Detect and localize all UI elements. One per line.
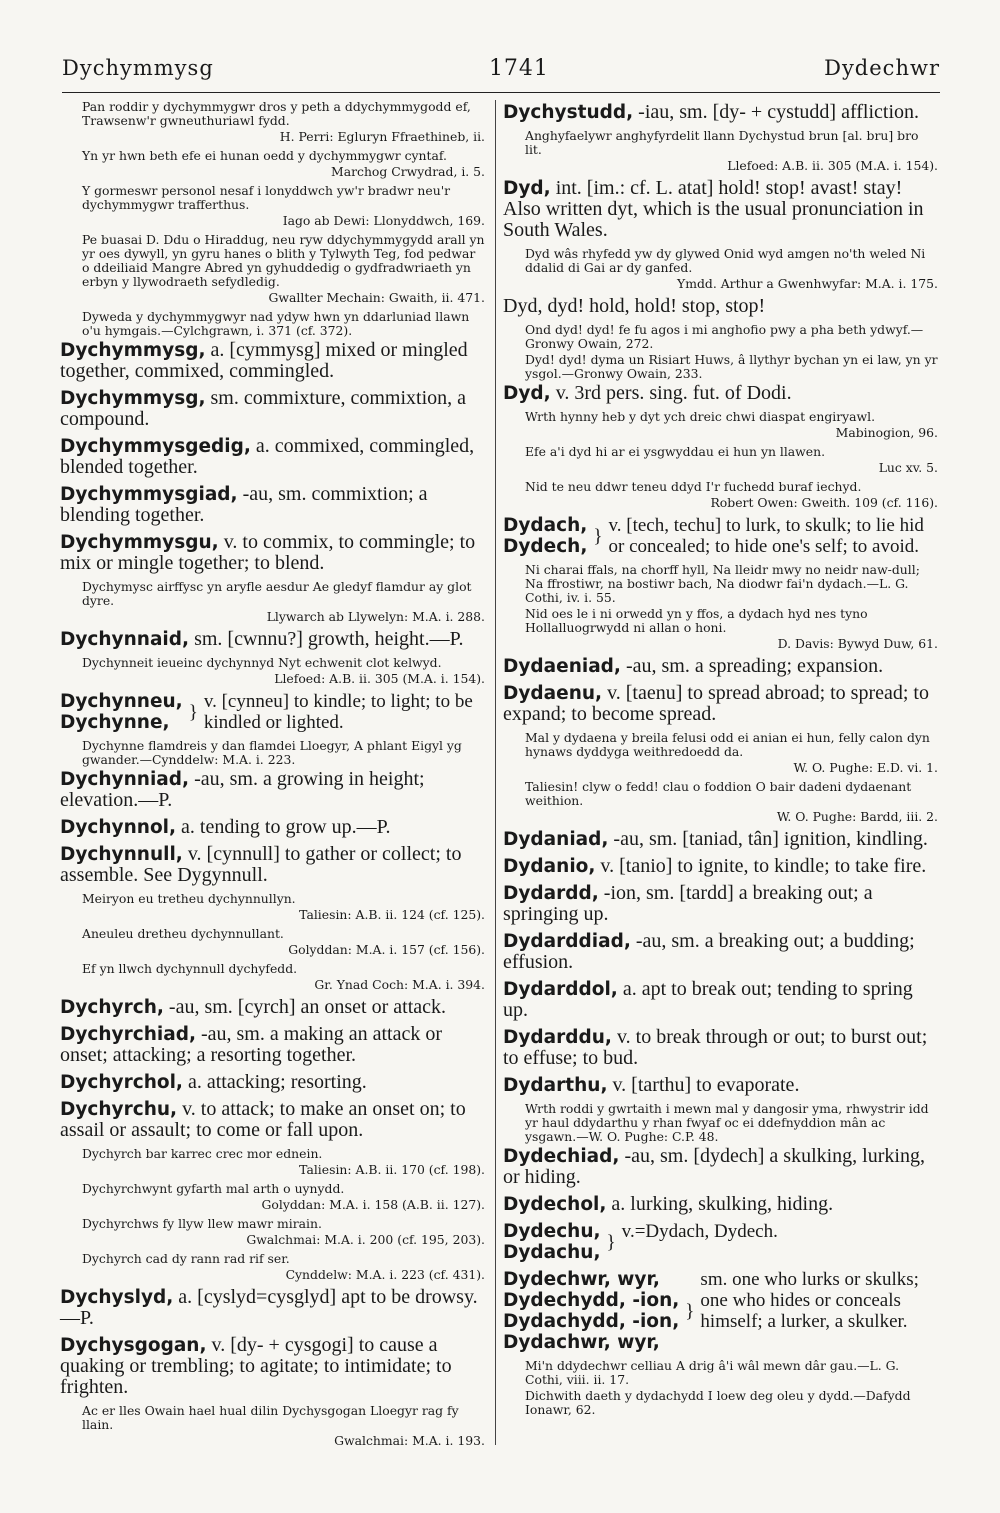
dictionary-entry [503,102,938,123]
citation-source: Robert Owen: Gweith. 109 (cf. 116). [710,495,938,510]
dictionary-entry [60,817,485,838]
citation: Dichwith daeth y dydachydd I loew deg oleu y dydd.—Dafydd Ionawr, 62. [525,1388,911,1417]
definition: v. [cynnull] to gather or collect; to assemble. See Dygynnull. [60,843,462,886]
citation: Dyweda y dychymmygwyr nad ydyw hwn yn ddarluniad llawn o'u hymgais.—Cylchgrawn, i. 371 (cf. 372). [82,309,470,338]
brace-glyph: } [685,1300,695,1322]
definition: v. [tanio] to ignite, to kindle; to take fire. [595,855,927,877]
definition: -au, sm. [cyrch] an onset or attack. [163,996,447,1018]
citation: Dychynneit ieueinc dychynnyd Nyt echwenit clot kelwyd. [82,655,442,670]
dictionary-entry [503,1146,938,1188]
definition: -au, sm. a spreading; expansion. [620,655,884,677]
dictionary-entry [60,1335,485,1398]
definition: v. to break through or out; to burst out; to effuse; to bud. [503,1026,928,1069]
headword: Dydarddol, [503,979,618,1000]
definition: sm. one who lurks or skulks; one who hides or conceals himself; a lurker, a skulker. [700,1269,919,1332]
definition: v. 3rd pers. sing. fut. of Dodi. [550,382,792,404]
citation: Dychynne flamdreis y dan flamdei Lloegyr, A phlant Eigyl yg gwander.—Cynddelw: M.A. i. 223. [82,738,462,767]
column-divider [495,100,496,1445]
definition: -au, sm. [dydech] a skulking, lurking, or hiding. [503,1145,925,1188]
citation-source: Luc xv. 5. [878,460,938,475]
definition: -au, sm. a breaking out; a budding; effusion. [503,930,915,973]
definition: v. to commix, to commingle; to mix or mingle together; to blend. [60,531,476,574]
citation-source: Golyddan: M.A. i. 158 (A.B. ii. 127). [261,1197,485,1212]
dictionary-entry [60,1287,485,1329]
definition: -iau, sm. [dy- + cystudd] affliction. [633,101,920,123]
headword: Dyd, [503,178,551,199]
citation: Mi'n ddydechwr celliau A drig â'i wâl mewn dâr gau.—L. G. Cothi, viii. ii. 17. [525,1358,900,1387]
citation: Wrth roddi y gwrtaith i mewn mal y dangosir yma, rhwystrir idd yr haul ddydarthu y rhan fwyaf oc ei ddefnyddion mân ac ysgawn.—W. O. Pughe: C.P. 48. [525,1101,929,1144]
headword: Dychynneu, [60,691,183,712]
definition: a. [cyslyd=cysglyd] apt to be drowsy.—P. [60,1286,478,1329]
definition: sm. commixture, commixtion, a compound. [60,387,467,430]
citation-source: Gwalchmai: M.A. i. 193. [334,1433,485,1448]
dictionary-entry [503,829,938,850]
citation-source: H. Perri: Egluryn Ffraethineb, ii. [279,129,485,144]
citation: Efe a'i dyd hi ar ei ysgwyddau ei hun yn llawen. [525,444,826,459]
headword: Dyd, [503,383,551,404]
citation: Nid te neu ddwr teneu ddyd I'r fuchedd buraf iechyd. [525,479,862,494]
right-column [503,100,938,1419]
definition: v. [cynneu] to kindle; to light; to be kindled or lighted. [203,691,473,733]
headword: Dydarddu, [503,1027,612,1048]
definition: -au, sm. a making an attack or onset; attacking; a resorting together. [60,1023,442,1066]
headword: Dychynne, [60,712,170,733]
citation-source: Iago ab Dewi: Llonyddwch, 169. [282,213,485,228]
dictionary-entry [503,931,938,973]
definition: v.=Dydach, Dydech. [621,1221,778,1242]
definition: a. commixed, commingled, blended together. [60,435,475,478]
headword: Dydachu, [503,1242,601,1263]
definition: v. [taenu] to spread abroad; to spread; to expand; to become spread. [503,682,929,725]
definition: a. tending to grow up.—P. [176,816,391,838]
dictionary-entry [60,532,485,574]
headword: Dydaeniad, [503,656,621,677]
dictionary-entry [503,1027,938,1069]
citation-source: W. O. Pughe: Bardd, iii. 2. [776,809,938,824]
dictionary-entry [503,1075,938,1096]
headword: Dychynniad, [60,769,190,790]
dictionary-entry [503,883,938,925]
definition: a. attacking; resorting. [182,1071,367,1093]
citation: Dychyrch cad dy rann rad rif ser. [82,1251,290,1266]
dictionary-entry [503,979,938,1021]
headword: Dydach, [503,515,588,536]
header-right-guideword: Dydechwr [824,56,940,80]
citation: Ef yn llwch dychynnull dychyfedd. [82,961,298,976]
running-header [62,50,940,86]
dictionary-entry [503,383,938,404]
headword: Dychyrchu, [60,1099,178,1120]
dictionary-entry [60,997,485,1018]
definition: Dyd, dyd! hold, hold! stop, stop! [503,295,766,317]
dictionary-entry [503,856,938,877]
citation: Pan roddir y dychymmygwr dros y peth a ddychymmygodd ef, Trawsenw'r gwneuthuriawl fydd. [82,99,471,128]
headword: Dychymmysg, [60,388,206,409]
citation: Anghyfaelywr anghyfyrdelit llann Dychystud brun [al. bru] bro lit. [525,128,919,157]
citation: Dychyrchwynt gyfarth mal arth o uynydd. [82,1181,345,1196]
definition: int. [im.: cf. L. atat] hold! stop! avast! stay! Also written dyt, which is the usual pronunciation in South Wales. [503,177,924,241]
citation: Yn yr hwn beth efe ei hunan oedd y dychymmygwr cyntaf. [82,148,447,163]
definition: v. to attack; to make an onset on; to assail or assault; to come or fall upon. [60,1098,466,1141]
dictionary-entry [503,296,938,317]
citation-source: Golyddan: M.A. i. 157 (cf. 156). [288,942,485,957]
citation: Pe buasai D. Ddu o Hiraddug, neu ryw ddychymmygydd arall yn yr oes dywyll, yn gyru hanes o blith y Tylwyth Teg, fod pedwar o ddeiliaid Mangre Abred yn gyhuddedig o gydfradwriaeth yn erbyn y llywodraeth sefydledig. [82,232,485,289]
definition: a. lurking, skulking, hiding. [606,1193,834,1215]
definition: sm. [cwnnu?] growth, height.—P. [189,628,464,650]
headword: Dydanio, [503,856,596,877]
dictionary-entry-group [503,1221,938,1263]
headword: Dydechol, [503,1194,607,1215]
citation: Meiryon eu tretheu dychynnullyn. [82,891,296,906]
dictionary-entry [60,436,485,478]
citation: Taliesin! clyw o fedd! clau o foddion O bair dadeni dydaenant weithion. [525,779,912,808]
citation: Nid oes le i ni orwedd yn y ffos, a dydach hyd nes tyno Hollalluogrwydd ni allan o honi. [525,606,868,635]
citation: Wrth hynny heb y dyt ych dreic chwi diaspat engiryawl. [525,409,876,424]
headword: Dychymmysgu, [60,532,219,553]
brace-glyph: } [593,525,603,547]
citation-source: Cynddelw: M.A. i. 223 (cf. 431). [285,1267,485,1282]
header-rule [62,92,940,93]
dictionary-entry [60,1099,485,1141]
citation: Ond dyd! dyd! fe fu agos i mi anghofio pwy a pha beth ydwyf.—Gronwy Owain, 272. [525,322,924,351]
headword: Dychystudd, [503,102,634,123]
citation: Dyd wâs rhyfedd yw dy glywed Onid wyd amgen no'th weled Ni ddalid di Gai ar dy ganfed. [525,246,926,275]
citation: Dychymysc airffysc yn aryfle aesdur Ae gledyf flamdur ay glot dyre. [82,579,472,608]
headword: Dychysgogan, [60,1335,207,1356]
definition: v. [tarthu] to evaporate. [607,1074,800,1096]
headword: Dydardd, [503,883,599,904]
citation-source: Taliesin: A.B. ii. 124 (cf. 125). [299,907,485,922]
dictionary-entry [503,656,938,677]
citation: Ni charai ffals, na chorff hyll, Na lleidr mwy no neidr naw-dull; Na ffrostiwr, na bostiwr bach, Na diodwr fai'n dydach.—L. G. Cothi, iv. i. 55. [525,562,920,605]
citation-source: D. Davis: Bywyd Duw, 61. [777,636,938,651]
headword: Dydarthu, [503,1075,608,1096]
headword: Dychyrch, [60,997,164,1018]
dictionary-entry [60,1024,485,1066]
headword: Dychymmysgedig, [60,436,251,457]
citation-source: Taliesin: A.B. ii. 170 (cf. 198). [299,1162,485,1177]
citation-source: Gwalchmai: M.A. i. 200 (cf. 195, 203). [246,1232,485,1247]
headword: Dychymmysg, [60,340,206,361]
citation-source: Ymdd. Arthur a Gwenhwyfar: M.A. i. 175. [677,276,938,291]
dictionary-entry-group [503,515,938,557]
headword: Dydechydd, -ion, [503,1290,680,1311]
citation: Dychyrch bar karrec crec mor ednein. [82,1146,323,1161]
citation-source: Gwallter Mechain: Gwaith, ii. 471. [268,290,485,305]
definition: -au, sm. commixtion; a blending together. [60,483,428,526]
headword: Dychynnaid, [60,629,190,650]
citation: Ac er lles Owain hael hual dilin Dychysgogan Lloegyr rag fy llain. [82,1403,459,1432]
dictionary-entry [60,629,485,650]
headword: Dychyrchol, [60,1072,183,1093]
citation-source: Llefoed: A.B. ii. 305 (M.A. i. 154). [274,671,485,686]
dictionary-entry [60,1072,485,1093]
headword: Dychynnol, [60,817,177,838]
citation-source: Mabinogion, 96. [835,425,938,440]
brace-glyph: } [188,701,198,723]
definition: a. apt to break out; tending to spring up. [503,978,913,1021]
citation-source: W. O. Pughe: E.D. vi. 1. [793,760,938,775]
citation: Y gormeswr personol nesaf i lonyddwch yw'r bradwr neu'r dychymmygwr trafferthus. [82,183,451,212]
headword: Dydarddiad, [503,931,631,952]
citation-source: Marchog Crwydrad, i. 5. [331,164,485,179]
dictionary-entry [60,844,485,886]
page-number: 1741 [488,55,549,81]
citation-source: Gr. Ynad Coch: M.A. i. 394. [314,977,485,992]
headword: Dychyrchiad, [60,1024,196,1045]
headword: Dychyslyd, [60,1287,174,1308]
dictionary-entry [503,178,938,241]
citation-source: Llefoed: A.B. ii. 305 (M.A. i. 154). [727,158,938,173]
headword: Dydechiad, [503,1146,620,1167]
headword: Dychynnull, [60,844,183,865]
headword: Dydachydd, -ion, [503,1311,680,1332]
header-left-guideword: Dychymmysg [62,56,214,80]
headword: Dydachwr, wyr, [503,1332,660,1353]
dictionary-entry [60,484,485,526]
citation: Dyd! dyd! dyma un Risiart Huws, â llythyr bychan yn ei law, yn yr ysgol.—Gronwy Owain, 233. [525,352,938,381]
dictionary-entry [503,683,938,725]
definition: v. [dy- + cysgogi] to cause a quaking or trembling; to agitate; to intimidate; to frighten. [60,1334,452,1398]
definition: -au, sm. a growing in height; elevation.—P. [60,768,425,811]
citation: Aneuleu dretheu dychynnullant. [82,926,284,941]
citation: Mal y dydaena y breila felusi odd ei anian ei hun, felly calon dyn hynaws dyddyga weithredoedd da. [525,730,930,759]
dictionary-entry [60,388,485,430]
brace-glyph: } [606,1231,616,1253]
dictionary-entry-group [503,1269,938,1353]
headword: Dydechu, [503,1221,601,1242]
dictionary-entry [60,340,485,382]
left-column [60,100,485,1453]
headword: Dychymmysgiad, [60,484,238,505]
headword: Dydaniad, [503,829,609,850]
dictionary-entry [503,1194,938,1215]
citation-source: Llywarch ab Llywelyn: M.A. i. 288. [266,609,485,624]
headword: Dydaenu, [503,683,603,704]
definition: -au, sm. [taniad, tân] ignition, kindling. [608,828,928,850]
dictionary-entry [60,769,485,811]
headword: Dydech, [503,536,588,557]
definition: -ion, sm. [tardd] a breaking out; a springing up. [503,882,873,925]
citation: Dychyrchws fy llyw llew mawr mirain. [82,1216,322,1231]
dictionary-entry-group [60,691,485,733]
definition: v. [tech, techu] to lurk, to skulk; to lie hid or concealed; to hide one's self; to avoid. [608,515,924,557]
definition: a. [cymmysg] mixed or mingled together, commixed, commingled. [60,339,468,382]
headword: Dydechwr, wyr, [503,1269,660,1290]
